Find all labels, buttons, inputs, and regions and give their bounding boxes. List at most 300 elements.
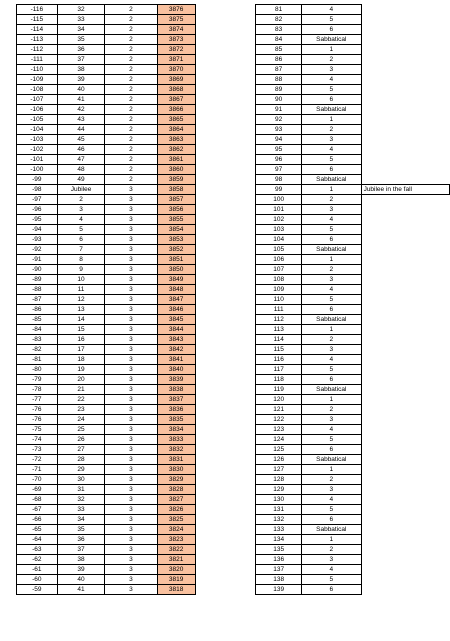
cycle-cell: 3 [105, 565, 157, 575]
year-cell: 3868 [157, 85, 195, 95]
table-row [17, 505, 450, 515]
jubilee-count-cell: 37 [57, 545, 105, 555]
count-cell: 127 [256, 465, 302, 475]
year-offset-cell: -89 [17, 275, 58, 285]
jubilee-count-cell: 12 [57, 295, 105, 305]
jubilee-count-cell: 15 [57, 325, 105, 335]
note-cell [361, 455, 449, 465]
jubilee-count-cell: 27 [57, 445, 105, 455]
jubilee-count-cell: 32 [57, 5, 105, 15]
gap [195, 515, 256, 525]
sabbatical-cycle-cell: 1 [302, 115, 362, 125]
count-cell: 100 [256, 195, 302, 205]
gap [195, 25, 256, 35]
year-cell: 3837 [157, 395, 195, 405]
table-row [17, 245, 450, 255]
year-offset-cell: -116 [17, 5, 58, 15]
cycle-cell: 2 [105, 125, 157, 135]
jubilee-count-cell: 48 [57, 165, 105, 175]
note-cell [361, 425, 449, 435]
count-cell: 89 [256, 85, 302, 95]
jubilee-count-cell: 14 [57, 315, 105, 325]
count-cell: 112 [256, 315, 302, 325]
cycle-cell: 2 [105, 55, 157, 65]
year-offset-cell: -75 [17, 425, 58, 435]
table-row [17, 385, 450, 395]
year-offset-cell: -113 [17, 35, 58, 45]
year-cell: 3857 [157, 195, 195, 205]
jubilee-count-cell: 38 [57, 65, 105, 75]
table-row [17, 205, 450, 215]
cycle-cell: 3 [105, 535, 157, 545]
year-cell: 3827 [157, 495, 195, 505]
note-cell [361, 265, 449, 275]
note-cell [361, 55, 449, 65]
year-cell: 3818 [157, 585, 195, 595]
table-row [17, 585, 450, 595]
note-cell [361, 505, 449, 515]
jubilee-count-cell: 43 [57, 115, 105, 125]
table-row [17, 575, 450, 585]
cycle-cell: 3 [105, 275, 157, 285]
table-row [17, 415, 450, 425]
sabbatical-cycle-cell: 5 [302, 85, 362, 95]
year-cell: 3833 [157, 435, 195, 445]
sabbatical-cycle-cell: 6 [302, 375, 362, 385]
jubilee-count-cell: 41 [57, 585, 105, 595]
cycle-cell: 3 [105, 525, 157, 535]
count-cell: 97 [256, 165, 302, 175]
note-cell [361, 445, 449, 455]
note-cell [361, 245, 449, 255]
count-cell: 134 [256, 535, 302, 545]
count-cell: 122 [256, 415, 302, 425]
note-cell [361, 585, 449, 595]
count-cell: 109 [256, 285, 302, 295]
cycle-cell: 2 [105, 35, 157, 45]
cycle-cell: 3 [105, 365, 157, 375]
note-cell [361, 475, 449, 485]
table-row [17, 195, 450, 205]
gap [195, 55, 256, 65]
sabbatical-cycle-cell: 6 [302, 515, 362, 525]
count-cell: 92 [256, 115, 302, 125]
jubilee-count-cell: 34 [57, 25, 105, 35]
jubilee-count-cell: 36 [57, 535, 105, 545]
note-cell [361, 95, 449, 105]
year-cell: 3828 [157, 485, 195, 495]
jubilee-count-cell: 39 [57, 75, 105, 85]
cycle-cell: 3 [105, 325, 157, 335]
jubilee-count-cell: 47 [57, 155, 105, 165]
jubilee-count-cell: 17 [57, 345, 105, 355]
table-row [17, 545, 450, 555]
year-cell: 3865 [157, 115, 195, 125]
year-offset-cell: -74 [17, 435, 58, 445]
cycle-cell: 3 [105, 315, 157, 325]
gap [195, 85, 256, 95]
sabbatical-cycle-cell: 6 [302, 25, 362, 35]
cycle-cell: 3 [105, 475, 157, 485]
cycle-cell: 2 [105, 165, 157, 175]
year-offset-cell: -114 [17, 25, 58, 35]
jubilee-count-cell: 4 [57, 215, 105, 225]
year-offset-cell: -62 [17, 555, 58, 565]
jubilee-count-cell: 35 [57, 35, 105, 45]
note-cell [361, 85, 449, 95]
year-cell: 3864 [157, 125, 195, 135]
year-cell: 3842 [157, 345, 195, 355]
year-cell: 3870 [157, 65, 195, 75]
cycle-cell: 3 [105, 235, 157, 245]
year-cell: 3871 [157, 55, 195, 65]
sabbatical-cycle-cell: 4 [302, 215, 362, 225]
cycle-cell: 3 [105, 505, 157, 515]
jubilee-count-cell: 40 [57, 85, 105, 95]
count-cell: 87 [256, 65, 302, 75]
gap [195, 185, 256, 195]
table-row [17, 275, 450, 285]
cycle-cell: 2 [105, 15, 157, 25]
note-cell [361, 15, 449, 25]
year-cell: 3845 [157, 315, 195, 325]
gap [195, 195, 256, 205]
jubilee-count-cell: 41 [57, 95, 105, 105]
sabbatical-cycle-cell: Sabbatical [302, 175, 362, 185]
sabbatical-cycle-cell: 4 [302, 425, 362, 435]
count-cell: 123 [256, 425, 302, 435]
count-cell: 116 [256, 355, 302, 365]
year-cell: 3846 [157, 305, 195, 315]
year-cell: 3874 [157, 25, 195, 35]
sabbatical-cycle-cell: 2 [302, 475, 362, 485]
note-cell [361, 515, 449, 525]
gap [195, 275, 256, 285]
cycle-cell: 3 [105, 225, 157, 235]
year-offset-cell: -86 [17, 305, 58, 315]
count-cell: 130 [256, 495, 302, 505]
cycle-cell: 2 [105, 175, 157, 185]
jubilee-count-cell: 9 [57, 265, 105, 275]
count-cell: 106 [256, 255, 302, 265]
table-row [17, 145, 450, 155]
note-cell [361, 105, 449, 115]
year-cell: 3875 [157, 15, 195, 25]
gap [195, 475, 256, 485]
year-offset-cell: -69 [17, 485, 58, 495]
table-row [17, 15, 450, 25]
count-cell: 83 [256, 25, 302, 35]
sabbatical-cycle-cell: 5 [302, 435, 362, 445]
jubilee-count-cell: 45 [57, 135, 105, 145]
year-offset-cell: -96 [17, 205, 58, 215]
table-row [17, 35, 450, 45]
jubilee-count-cell: 31 [57, 485, 105, 495]
year-offset-cell: -108 [17, 85, 58, 95]
cycle-cell: 2 [105, 135, 157, 145]
year-offset-cell: -97 [17, 195, 58, 205]
sabbatical-cycle-cell: 5 [302, 295, 362, 305]
sabbatical-cycle-cell: 5 [302, 365, 362, 375]
cycle-cell: 3 [105, 425, 157, 435]
sabbatical-cycle-cell: 1 [302, 45, 362, 55]
count-cell: 104 [256, 235, 302, 245]
year-cell: 3822 [157, 545, 195, 555]
cycle-cell: 3 [105, 395, 157, 405]
jubilee-count-cell: 2 [57, 195, 105, 205]
sabbatical-cycle-cell: 6 [302, 95, 362, 105]
year-cell: 3850 [157, 265, 195, 275]
sabbatical-cycle-cell: 5 [302, 15, 362, 25]
count-cell: 135 [256, 545, 302, 555]
gap [195, 135, 256, 145]
cycle-cell: 2 [105, 155, 157, 165]
table-row [17, 345, 450, 355]
table-row [17, 45, 450, 55]
jubilee-count-cell: 22 [57, 395, 105, 405]
count-cell: 114 [256, 335, 302, 345]
count-cell: 121 [256, 405, 302, 415]
year-offset-cell: -109 [17, 75, 58, 85]
table-row [17, 335, 450, 345]
year-offset-cell: -101 [17, 155, 58, 165]
sabbatical-cycle-cell: 1 [302, 255, 362, 265]
jubilee-count-cell: 10 [57, 275, 105, 285]
sabbatical-cycle-cell: 3 [302, 275, 362, 285]
gap [195, 225, 256, 235]
count-cell: 133 [256, 525, 302, 535]
sabbatical-cycle-cell: 4 [302, 285, 362, 295]
calendar-table [16, 4, 450, 595]
cycle-cell: 2 [105, 85, 157, 95]
year-offset-cell: -88 [17, 285, 58, 295]
table-row [17, 25, 450, 35]
table-row [17, 135, 450, 145]
year-offset-cell: -67 [17, 505, 58, 515]
note-cell [361, 435, 449, 445]
gap [195, 415, 256, 425]
cycle-cell: 3 [105, 335, 157, 345]
cycle-cell: 3 [105, 215, 157, 225]
cycle-cell: 3 [105, 515, 157, 525]
year-offset-cell: -63 [17, 545, 58, 555]
table-row [17, 495, 450, 505]
gap [195, 175, 256, 185]
year-offset-cell: -111 [17, 55, 58, 65]
table-row [17, 265, 450, 275]
jubilee-count-cell: 33 [57, 15, 105, 25]
count-cell: 139 [256, 585, 302, 595]
year-offset-cell: -76 [17, 405, 58, 415]
year-cell: 3876 [157, 5, 195, 15]
sabbatical-cycle-cell: 3 [302, 65, 362, 75]
cycle-cell: 3 [105, 455, 157, 465]
gap [195, 75, 256, 85]
count-cell: 110 [256, 295, 302, 305]
note-cell [361, 275, 449, 285]
year-offset-cell: -66 [17, 515, 58, 525]
sabbatical-cycle-cell: 3 [302, 345, 362, 355]
cycle-cell: 3 [105, 415, 157, 425]
note-cell [361, 255, 449, 265]
jubilee-count-cell: 6 [57, 235, 105, 245]
year-cell: 3843 [157, 335, 195, 345]
note-cell [361, 485, 449, 495]
year-cell: 3841 [157, 355, 195, 365]
year-cell: 3859 [157, 175, 195, 185]
year-offset-cell: -85 [17, 315, 58, 325]
table-row [17, 515, 450, 525]
gap [195, 165, 256, 175]
count-cell: 128 [256, 475, 302, 485]
cycle-cell: 3 [105, 585, 157, 595]
sabbatical-cycle-cell: 6 [302, 445, 362, 455]
cycle-cell: 2 [105, 115, 157, 125]
cycle-cell: 2 [105, 145, 157, 155]
year-cell: 3860 [157, 165, 195, 175]
note-cell [361, 525, 449, 535]
note-cell [361, 135, 449, 145]
table-row [17, 85, 450, 95]
jubilee-count-cell: 16 [57, 335, 105, 345]
year-offset-cell: -65 [17, 525, 58, 535]
jubilee-count-cell: 29 [57, 465, 105, 475]
count-cell: 90 [256, 95, 302, 105]
gap [195, 245, 256, 255]
year-offset-cell: -102 [17, 145, 58, 155]
jubilee-count-cell: 25 [57, 425, 105, 435]
gap [195, 545, 256, 555]
year-cell: 3819 [157, 575, 195, 585]
count-cell: 119 [256, 385, 302, 395]
count-cell: 117 [256, 365, 302, 375]
year-offset-cell: -92 [17, 245, 58, 255]
year-offset-cell: -100 [17, 165, 58, 175]
year-offset-cell: -95 [17, 215, 58, 225]
year-cell: 3831 [157, 455, 195, 465]
cycle-cell: 2 [105, 75, 157, 85]
note-cell [361, 225, 449, 235]
year-cell: 3826 [157, 505, 195, 515]
table-row [17, 465, 450, 475]
year-cell: 3835 [157, 415, 195, 425]
note-cell [361, 355, 449, 365]
count-cell: 113 [256, 325, 302, 335]
sabbatical-cycle-cell: 5 [302, 155, 362, 165]
sabbatical-cycle-cell: Sabbatical [302, 245, 362, 255]
table-row [17, 185, 450, 195]
note-cell [361, 465, 449, 475]
year-offset-cell: -90 [17, 265, 58, 275]
sabbatical-cycle-cell: 6 [302, 305, 362, 315]
table-row [17, 365, 450, 375]
year-cell: 3832 [157, 445, 195, 455]
note-cell [361, 65, 449, 75]
count-cell: 81 [256, 5, 302, 15]
year-offset-cell: -98 [17, 185, 58, 195]
gap [195, 285, 256, 295]
jubilee-count-cell: 49 [57, 175, 105, 185]
sabbatical-cycle-cell: 1 [302, 185, 362, 195]
count-cell: 93 [256, 125, 302, 135]
cycle-cell: 3 [105, 205, 157, 215]
gap [195, 295, 256, 305]
year-offset-cell: -61 [17, 565, 58, 575]
gap [195, 215, 256, 225]
note-cell [361, 175, 449, 185]
gap [195, 565, 256, 575]
sabbatical-cycle-cell: 2 [302, 545, 362, 555]
count-cell: 101 [256, 205, 302, 215]
note-cell [361, 385, 449, 395]
jubilee-count-cell: 18 [57, 355, 105, 365]
count-cell: 86 [256, 55, 302, 65]
year-offset-cell: -72 [17, 455, 58, 465]
year-cell: 3855 [157, 215, 195, 225]
jubilee-count-cell: 39 [57, 565, 105, 575]
cycle-cell: 3 [105, 265, 157, 275]
cycle-cell: 3 [105, 185, 157, 195]
table-row [17, 315, 450, 325]
sabbatical-cycle-cell: 6 [302, 235, 362, 245]
cycle-cell: 3 [105, 375, 157, 385]
gap [195, 45, 256, 55]
gap [195, 525, 256, 535]
cycle-cell: 2 [105, 65, 157, 75]
year-cell: 3848 [157, 285, 195, 295]
year-offset-cell: -76 [17, 415, 58, 425]
gap [195, 65, 256, 75]
count-cell: 103 [256, 225, 302, 235]
gap [195, 535, 256, 545]
count-cell: 94 [256, 135, 302, 145]
note-cell [361, 565, 449, 575]
gap [195, 305, 256, 315]
table-row [17, 445, 450, 455]
count-cell: 120 [256, 395, 302, 405]
sabbatical-cycle-cell: Sabbatical [302, 105, 362, 115]
count-cell: 124 [256, 435, 302, 445]
gap [195, 395, 256, 405]
gap [195, 495, 256, 505]
note-cell: Jubilee in the fall [361, 185, 449, 195]
count-cell: 99 [256, 185, 302, 195]
jubilee-count-cell: 20 [57, 375, 105, 385]
year-offset-cell: -64 [17, 535, 58, 545]
table-row [17, 305, 450, 315]
year-offset-cell: -106 [17, 105, 58, 115]
count-cell: 131 [256, 505, 302, 515]
table-row [17, 105, 450, 115]
note-cell [361, 365, 449, 375]
table-row [17, 55, 450, 65]
gap [195, 575, 256, 585]
gap [195, 235, 256, 245]
cycle-cell: 2 [105, 5, 157, 15]
year-offset-cell: -81 [17, 355, 58, 365]
year-cell: 3866 [157, 105, 195, 115]
sabbatical-cycle-cell: 3 [302, 415, 362, 425]
gap [195, 325, 256, 335]
cycle-cell: 3 [105, 385, 157, 395]
note-cell [361, 145, 449, 155]
gap [195, 505, 256, 515]
count-cell: 125 [256, 445, 302, 455]
year-offset-cell: -87 [17, 295, 58, 305]
note-cell [361, 195, 449, 205]
year-cell: 3830 [157, 465, 195, 475]
year-cell: 3825 [157, 515, 195, 525]
